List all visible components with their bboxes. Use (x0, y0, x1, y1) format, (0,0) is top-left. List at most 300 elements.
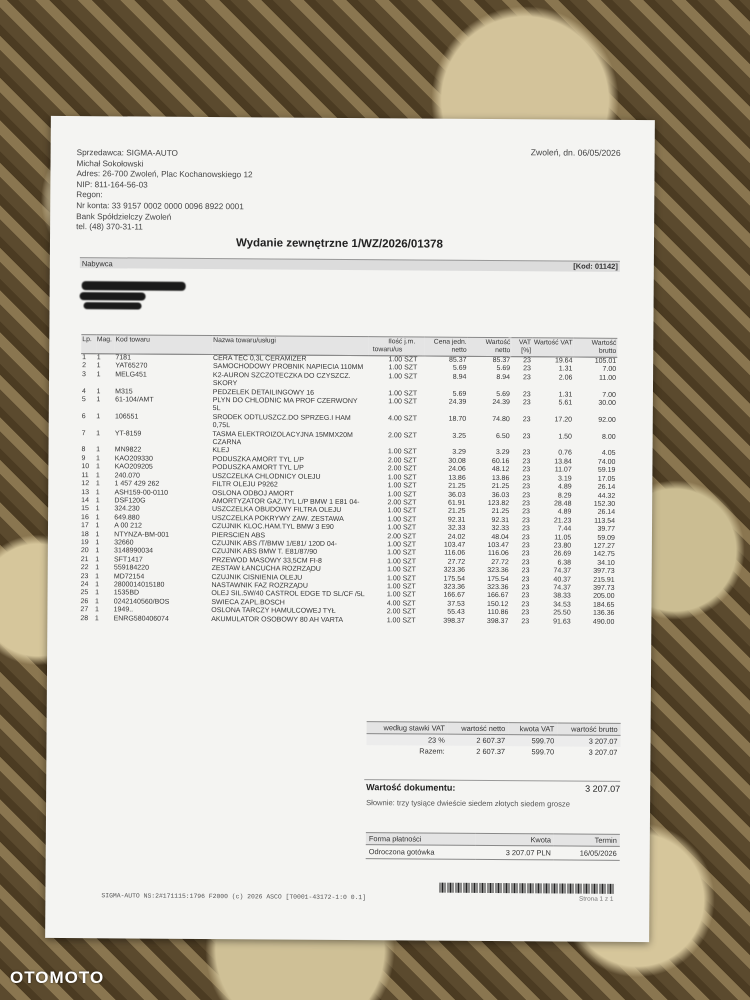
item-wnetto: 21.25 (491, 483, 510, 491)
item-cena: 8.94 (452, 373, 467, 381)
item-cena: 103.47 (443, 541, 466, 549)
item-nazwa: SRODEK ODTLUSZCZ.DO SPRZEG.I HAM 0,75L (212, 413, 351, 430)
seller-line: NIP: 811-164-56-03 (76, 179, 148, 190)
item-lp: 7 (81, 429, 86, 437)
item-kod: YT-8159 (114, 430, 142, 438)
item-mag: 1 (95, 497, 100, 505)
item-jm: SZT (402, 541, 417, 549)
item-jm: SZT (403, 389, 418, 398)
item-mag: 1 (96, 354, 101, 362)
item-ilosc: 1.00 (387, 490, 402, 498)
item-vat: 23 (523, 365, 531, 373)
item-wbrutto: 127.27 (593, 542, 615, 550)
item-wvat: 1.31 (558, 391, 573, 399)
item-wnetto: 323.36 (487, 583, 509, 592)
item-mag: 1 (95, 589, 100, 597)
item-ilosc: 4.00 (388, 415, 402, 423)
item-vat: 23 (523, 374, 531, 382)
buyer-label: Nabywca (81, 259, 113, 269)
item-wvat: 1.31 (558, 365, 573, 373)
vat-rate: 23 % (427, 735, 445, 745)
item-lp: 28 (80, 614, 89, 622)
item-wnetto: 13.86 (491, 474, 510, 482)
item-lp: 1 (82, 354, 87, 362)
item-mag: 1 (96, 362, 101, 370)
item-mag: 1 (95, 539, 100, 547)
item-kod: YAT65270 (115, 362, 148, 370)
item-wnetto: 166.67 (487, 592, 509, 600)
item-wnetto: 175.54 (487, 575, 509, 583)
item-kod: 61-104/AMT (115, 396, 154, 404)
item-lp: 16 (81, 513, 89, 521)
item-mag: 1 (95, 581, 100, 589)
item-wbrutto: 26.14 (597, 483, 616, 491)
item-wnetto: 5.69 (496, 365, 511, 373)
item-wvat: 34.53 (553, 601, 571, 609)
document-value-label: Wartość dokumentu: (366, 782, 456, 793)
payment-amount: 3 207.07 PLN (475, 845, 553, 860)
item-wbrutto: 142.75 (593, 551, 615, 559)
item-mag: 1 (96, 413, 101, 421)
col-jm: j.m. (403, 337, 424, 356)
item-kod: 649.880 (114, 514, 140, 522)
item-wvat: 91.63 (553, 618, 571, 626)
barcode (439, 883, 615, 894)
item-cena: 175.54 (443, 575, 466, 583)
item-ilosc: 1.00 (388, 356, 403, 364)
item-kod: A 00 212 (114, 522, 142, 530)
item-wvat: 38.33 (553, 592, 571, 600)
item-wvat: 74.37 (553, 584, 571, 592)
col-vat: VAT [%] (511, 338, 532, 357)
item-nazwa: PRZEWOD MASOWY 33,5CM FI-8 (211, 556, 323, 565)
item-vat: 23 (521, 600, 530, 609)
item-wnetto: 85.37 (492, 356, 511, 365)
item-vat: 23 (522, 466, 531, 474)
item-lp: 20 (80, 547, 89, 555)
item-lp: 3 (82, 370, 87, 378)
item-mag: 1 (95, 463, 100, 471)
item-jm: SZT (403, 415, 418, 423)
item-jm: SZT (402, 574, 416, 583)
item-lp: 27 (80, 606, 89, 614)
item-ilosc: 1.00 (386, 574, 401, 582)
item-wvat: 74.37 (553, 567, 572, 575)
item-lp: 19 (80, 539, 89, 547)
item-vat: 23 (522, 399, 531, 407)
item-cena: 36.03 (448, 491, 466, 499)
payment-header: Forma płatności (366, 833, 476, 846)
item-vat: 23 (522, 458, 531, 466)
item-jm: SZT (402, 524, 417, 532)
item-wvat: 17.20 (554, 416, 573, 424)
item-wbrutto: 74.00 (597, 458, 616, 466)
item-vat: 23 (521, 584, 530, 592)
item-wvat: 6.38 (557, 559, 572, 567)
item-mag: 1 (95, 513, 100, 521)
item-wbrutto: 205.00 (593, 593, 615, 601)
item-nazwa: CZUJNIK CIŚNIENIA OLEJU (211, 573, 303, 582)
item-wbrutto: 59.19 (597, 467, 616, 475)
item-vat: 23 (521, 542, 530, 550)
payment-header: Kwota (476, 833, 554, 846)
seller-line: Adres: 26-700 Zwoleń, Plac Kochanowskiego 12 (76, 169, 253, 180)
item-lp: 23 (80, 572, 89, 580)
item-lp: 9 (81, 454, 86, 463)
item-ilosc: 1.00 (387, 524, 402, 532)
item-nazwa: CZUJNIK ABS BMW T. E81/87/90 (211, 548, 318, 557)
item-wvat: 8.29 (557, 491, 572, 500)
item-kod: SFT1417 (113, 556, 143, 564)
item-mag: 1 (95, 505, 100, 513)
item-wnetto: 36.03 (491, 491, 510, 499)
vat-amount: 599.70 (531, 736, 555, 746)
item-wnetto: 150.12 (487, 600, 509, 608)
item-wvat: 25.50 (553, 609, 571, 617)
item-lp: 15 (81, 505, 89, 513)
item-jm: SZT (402, 532, 417, 540)
col-nazwa: Nazwa towaru/usługi (212, 336, 368, 356)
item-vat: 23 (522, 449, 531, 457)
item-kod: KAO209330 (114, 455, 153, 463)
item-kod: 106551 (114, 413, 139, 421)
item-jm: SZT (404, 356, 418, 364)
item-cena: 92.31 (447, 516, 466, 524)
item-lp: 4 (81, 387, 86, 395)
item-jm: SZT (402, 608, 416, 616)
vat-header: wartość brutto (557, 723, 620, 735)
total-vat: 599.70 (531, 747, 555, 757)
item-jm: SZT (403, 499, 417, 507)
items-table (79, 334, 617, 627)
item-wnetto: 6.50 (496, 432, 510, 440)
item-nazwa: OLEJ SIL.5W/40 CASTROL EDGE TD SL/CF /5L (211, 590, 365, 599)
payment-method: Odroczona gotówka (366, 845, 476, 860)
seller-block (76, 148, 253, 234)
item-wbrutto: 4.05 (601, 450, 616, 458)
item-ilosc: 1.00 (386, 616, 401, 624)
item-vat: 23 (522, 483, 531, 491)
item-ilosc: 1.00 (387, 541, 401, 549)
item-wnetto: 24.39 (492, 399, 510, 407)
item-jm: SZT (402, 591, 416, 599)
item-wvat: 28.48 (553, 500, 572, 508)
item-nazwa: SAMOCHODOWY PROBNIK NAPIECIA 110MM (212, 363, 364, 372)
item-nazwa: CERA TEC 0,3L CERAMIZER (213, 355, 307, 363)
item-cena: 24.06 (448, 465, 466, 474)
item-wvat: 11.05 (554, 533, 572, 542)
item-jm: SZT (403, 507, 417, 515)
item-kod: 324.230 (114, 505, 140, 513)
item-kod: 7181 (115, 354, 132, 362)
vat-brutto: 3 207.07 (588, 736, 618, 746)
page-number: Strona 1 z 1 (578, 895, 614, 903)
item-cena: 3.25 (452, 432, 467, 440)
footer-text: SIGMA-AUTO NS:2#171115:1796 F2000 (c) 2026 ASCO [T0001-43172-1:0 0.1] (101, 892, 367, 902)
item-ilosc: 1.00 (387, 549, 401, 557)
item-lp: 25 (80, 589, 89, 597)
item-wbrutto: 59.09 (597, 534, 615, 542)
redaction-mark (82, 281, 186, 291)
total-brutto: 3 207.07 (588, 747, 618, 757)
item-vat: 23 (521, 567, 530, 575)
item-jm: SZT (403, 474, 417, 482)
document-title: Wydanie zewnętrzne 1/WZ/2026/01378 (235, 237, 443, 251)
item-mag: 1 (96, 429, 101, 437)
item-cena: 3.29 (452, 449, 466, 457)
item-wnetto: 5.69 (496, 390, 510, 398)
item-kod: ASH159-00-0110 (114, 488, 169, 497)
item-cena: 30.08 (448, 457, 466, 465)
item-ilosc: 1.00 (387, 473, 402, 482)
item-kod: M315 (115, 387, 133, 396)
item-wnetto: 92.31 (491, 516, 510, 524)
item-wvat: 23.80 (553, 542, 572, 550)
item-wvat: 7.44 (557, 525, 572, 533)
item-wbrutto: 152.30 (593, 500, 616, 508)
item-mag: 1 (95, 480, 100, 488)
item-cena: 21.25 (448, 482, 466, 490)
item-mag: 1 (95, 547, 100, 555)
item-ilosc: 2.00 (387, 499, 402, 507)
item-mag: 1 (95, 522, 100, 530)
item-jm: SZT (403, 457, 417, 465)
item-wvat: 11.07 (554, 466, 572, 474)
item-nazwa: USZCZELKA OBUDOWY FILTRA OLEJU (211, 506, 342, 515)
item-vat: 23 (521, 609, 530, 617)
item-wbrutto: 113.54 (594, 517, 616, 525)
item-jm: SZT (403, 482, 417, 490)
item-jm: SZT (403, 398, 418, 406)
col-ilosc: Ilość towaru/us (368, 337, 403, 356)
item-cena: 18.70 (448, 415, 467, 423)
item-nazwa: NASTAWNIK FAZ ROZRZĄDU (211, 582, 308, 590)
item-wbrutto: 39.77 (597, 525, 616, 533)
seller-line: tel. (48) 370-31-11 (76, 222, 143, 232)
item-nazwa: OSLONA ODBOJ AMORT (212, 489, 294, 498)
redaction-mark (80, 292, 146, 300)
item-kod: 32660 (114, 539, 134, 547)
item-mag: 1 (96, 446, 101, 454)
item-vat: 23 (522, 390, 531, 398)
item-wbrutto: 397.73 (593, 584, 615, 592)
item-vat: 23 (521, 575, 530, 583)
item-wnetto: 123.82 (487, 499, 510, 508)
item-kod: 1 457 429 262 (114, 480, 160, 488)
item-ilosc: 1.00 (387, 558, 401, 566)
item-wbrutto: 490.00 (592, 618, 615, 626)
item-wnetto: 74.80 (492, 415, 510, 423)
item-vat: 23 (521, 525, 530, 533)
item-jm: SZT (403, 448, 417, 456)
item-ilosc: 2.00 (387, 431, 402, 440)
item-jm: SZT (403, 465, 417, 473)
seller-line: Sprzedawca: SIGMA-AUTO (76, 148, 178, 158)
item-ilosc: 2.00 (387, 457, 402, 465)
item-wbrutto: 7.00 (602, 366, 617, 374)
item-wvat: 5.61 (558, 399, 573, 407)
item-ilosc: 1.00 (386, 591, 401, 599)
item-vat: 23 (522, 474, 531, 482)
item-jm: SZT (402, 558, 417, 566)
item-lp: 21 (80, 555, 89, 563)
document-value (366, 782, 620, 794)
item-lp: 11 (81, 471, 89, 479)
item-mag: 1 (96, 396, 101, 404)
item-nazwa: OSLONA TARCZY HAMULCOWEJ TYŁ (211, 607, 336, 616)
item-kod: 0242140560/BOS (113, 598, 170, 606)
item-vat: 23 (521, 617, 530, 625)
item-kod: NTYNZA-BM-001 (114, 530, 170, 539)
item-lp: 18 (80, 530, 89, 538)
item-mag: 1 (94, 614, 99, 622)
item-wbrutto: 11.00 (599, 374, 617, 382)
vat-summary-table (366, 721, 620, 758)
item-nazwa: PODUSZKA AMORT TYL L/P (212, 455, 304, 464)
item-wvat: 2.06 (558, 374, 573, 382)
item-ilosc: 1.00 (387, 448, 402, 456)
item-vat: 23 (522, 491, 531, 499)
item-jm: SZT (402, 566, 416, 574)
item-vat: 23 (521, 558, 530, 567)
item-mag: 1 (95, 471, 100, 479)
item-nazwa: USZCZELKA POKRYWY ZAW. ZESTAWA (211, 514, 344, 523)
seller-line: Michał Sokołowski (76, 158, 144, 169)
item-wbrutto: 105.01 (594, 357, 617, 365)
item-cena: 21.25 (447, 507, 466, 516)
item-mag: 1 (95, 530, 100, 538)
item-ilosc: 2.00 (387, 532, 401, 540)
item-mag: 1 (96, 387, 101, 395)
item-nazwa: CZUJNIK ABS /T/BMW 1/E81/ 120D 04- (211, 539, 338, 548)
item-jm: SZT (402, 549, 417, 557)
item-lp: 2 (82, 362, 87, 370)
item-cena: 116.06 (444, 550, 466, 558)
item-wnetto: 21.25 (491, 508, 510, 516)
item-vat: 23 (522, 416, 531, 424)
item-wvat: 13.84 (554, 458, 572, 466)
item-wnetto: 48.12 (491, 466, 510, 474)
item-cena: 398.37 (443, 617, 465, 625)
item-lp: 26 (80, 597, 89, 605)
item-vat: 23 (522, 500, 530, 508)
item-wbrutto: 92.00 (598, 416, 616, 424)
customer-code: [Kod: 01142] (573, 261, 618, 271)
item-vat: 23 (521, 550, 530, 558)
item-kod: DSF120G (114, 497, 146, 505)
item-kod: 2800014015180 (113, 581, 165, 589)
item-nazwa: PIERSCIEN ABS (211, 531, 266, 539)
item-wvat: 4.89 (557, 483, 572, 491)
col-cena: Cena jedn. netto (424, 337, 468, 356)
col-wvat: Wartość VAT (532, 338, 574, 357)
item-jm: SZT (402, 616, 416, 625)
item-kod: 240.070 (114, 472, 140, 480)
item-wnetto: 323.36 (487, 567, 509, 575)
item-kod: MELG451 (115, 371, 147, 379)
item-wvat: 40.37 (553, 575, 571, 584)
item-wbrutto: 136.36 (592, 609, 615, 618)
item-cena: 13.86 (448, 474, 466, 482)
item-mag: 1 (95, 555, 100, 563)
item-lp: 17 (80, 522, 89, 530)
payment-header: Termin (554, 834, 620, 846)
item-ilosc: 1.00 (388, 389, 402, 397)
item-lp: 8 (81, 446, 86, 454)
item-wbrutto: 30.00 (598, 399, 616, 407)
item-wnetto: 32.33 (491, 525, 510, 533)
item-cena: 323.36 (443, 583, 465, 591)
item-ilosc: 1.00 (388, 364, 403, 372)
item-nazwa: TASMA ELEKTROIZOLACYJNA 15MMX20M CZARNA (212, 430, 353, 447)
payment-due-date: 16/05/2026 (554, 846, 620, 860)
item-cena: 24.39 (448, 398, 467, 406)
item-lp: 10 (81, 463, 90, 471)
item-cena: 323.36 (443, 566, 466, 574)
item-nazwa: ZESTAW ŁAŃCUCHA ROZRZĄDU (211, 565, 321, 573)
seller-line: Regon: (76, 190, 103, 200)
document-value-amount: 3 207.07 (585, 783, 621, 794)
col-wbrutto: Wartość brutto (574, 338, 618, 357)
item-kod: 559184220 (113, 564, 150, 572)
item-ilosc: 1.00 (387, 507, 402, 515)
item-cena: 27.72 (447, 558, 466, 566)
item-jm: SZT (402, 600, 416, 608)
document-date: Zwoleń, dn. 06/05/2026 (530, 147, 621, 158)
item-wbrutto: 34.10 (597, 559, 615, 567)
vat-netto: 2 607.37 (476, 735, 506, 746)
item-kod: 1949.. (113, 606, 134, 614)
item-jm: SZT (402, 583, 416, 591)
item-wbrutto: 184.65 (593, 601, 615, 609)
item-wnetto: 110.86 (487, 609, 509, 617)
item-wnetto: 60.16 (491, 457, 510, 465)
document-page (45, 116, 655, 942)
amount-in-words: Słownie: trzy tysiące dwieście siedem złotych siedem grosze (366, 798, 570, 809)
item-nazwa: CZUJNIK KLOC.HAM.TYL BMW 3 E90 (211, 523, 334, 532)
total-label: Razem: (419, 746, 445, 756)
item-lp: 24 (80, 581, 89, 589)
seller-line: Nr konta: 33 9157 0002 0000 0096 8922 0001 (76, 201, 244, 212)
vat-total-row (366, 745, 620, 758)
item-wvat: 26.69 (553, 550, 572, 558)
item-cena: 37.53 (447, 600, 465, 608)
item-mag: 1 (95, 488, 100, 496)
item-mag: 1 (95, 455, 100, 463)
item-wnetto: 8.94 (496, 373, 511, 381)
item-mag: 1 (94, 598, 99, 606)
item-nazwa: FILTR OLEJU P9262 (212, 481, 278, 489)
item-jm: SZT (403, 432, 417, 440)
item-nazwa: USZCZELKA CHLODNICY OLEJU (212, 472, 321, 481)
item-nazwa: PEDZELEK DETAILINGOWY 16 (212, 388, 315, 397)
col-lp: Lp. (81, 335, 96, 354)
item-cena: 24.02 (447, 533, 466, 541)
item-lp: 14 (81, 497, 90, 505)
item-cena: 61.91 (448, 499, 466, 507)
redaction-mark (84, 302, 142, 309)
item-cena: 85.37 (449, 356, 467, 364)
item-wvat: 3.19 (558, 475, 572, 483)
item-vat: 23 (522, 432, 531, 440)
item-wnetto: 116.06 (487, 550, 509, 558)
item-nazwa: SWIECA ZAPL.BOSCH (211, 598, 285, 607)
item-wvat: 19.64 (554, 357, 573, 365)
item-wbrutto: 8.00 (601, 433, 616, 441)
item-wnetto: 3.29 (495, 449, 510, 457)
total-netto: 2 607.37 (476, 746, 506, 757)
item-cena: 55.43 (447, 608, 465, 616)
